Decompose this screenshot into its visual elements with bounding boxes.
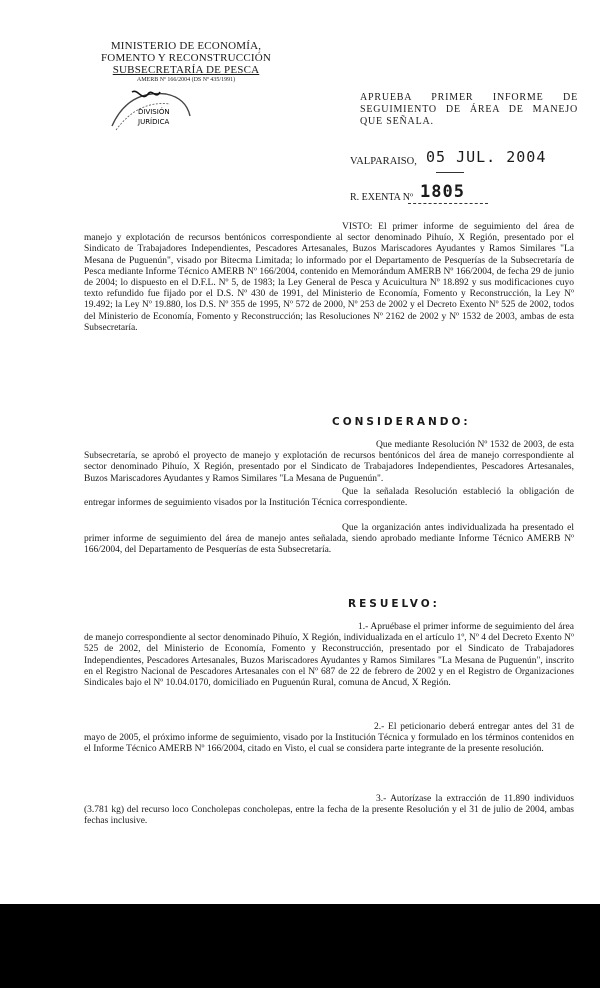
seal-line-2: JURÍDICA <box>138 118 170 126</box>
resuelvo-paragraph-2: 2.- El peticionario deberá entregar antes del 31 de mayo de 2005, el próximo informe de seguimiento, visado por la Institución Técnica y formulado en los términos contenidos en el Informe Técnico AMERB Nº 166/2004, citado en Visto, el cual se considera parte integrante de la presente resolución. <box>84 722 574 755</box>
visto-paragraph: VISTO: El primer informe de seguimiento del área de manejo y explotación de recursos bentónicos correspondiente al sector denominado Pihuío, X Región, presentado por el Sindicato de Trabajadores Independientes, Pescadores Artesanales, Buzos Mariscadores Ayudantes y Ramos Similares "La Mesana de Puguenún", visado por Bitecma Limitada; lo informado por el Departamento de Pesquerías de la Subsecretaría de Pesca mediante Informe Técnico AMERB Nº 166/2004, contenido en Memorándum AMERB Nº 166/2004, de fecha 29 de junio de 2004; lo dispuesto en el D.F.L. Nº 5, de 1983; la Ley General de Pesca y Acuicultura Nº 18.892 y sus modificaciones cuyo texto refundido fue fijado por el D.S. Nº 430 de 1991, del Ministerio de Economía, Fomento y Reconstrucción, la Ley Nº 19.492; la Ley Nº 19.880, los D.S. Nº 355 de 1995, Nº 572 de 2000, Nº 253 de 2002 y el Decreto Exento Nº 525 de 2002, todos del Ministerio de Economía, Fomento y Reconstrucción; las Resoluciones Nº 2162 de 2002 y Nº 1532 de 2003, ambas de esta Subsecretaría. <box>84 222 574 333</box>
resolution-number-line <box>408 203 488 204</box>
date-stamp: 05 JUL. 2004 <box>426 148 547 166</box>
date-underline <box>436 172 464 173</box>
subsecretariat-name: SUBSECRETARÍA DE PESCA <box>112 64 260 76</box>
resuelvo-paragraph-3: 3.- Autorízase la extracción de 11.890 individuos (3.781 kg) del recurso loco Concholepas concholepas, entre la fecha de la presente Resolución y el 31 de julio de 2004, ambas fechas inclusive. <box>84 794 574 827</box>
resolution-number-row <box>350 182 590 208</box>
place-date <box>350 148 590 178</box>
considerando-paragraph-3: Que la organización antes individualizada ha presentado el primer informe de seguimiento del área de manejo antes señalada, siendo aprobado mediante Informe Técnico AMERB Nº 166/2004, del Departamento de Pesquerías de esta Subsecretaría. <box>84 523 574 556</box>
considerando-paragraph-1: Que mediante Resolución Nº 1532 de 2003, de esta Subsecretaría, se aprobó el proyecto de manejo y explotación de recursos bentónicos del área de manejo correspondiente al sector denominado Pihuío, X Región, presentado por el Sindicato de Trabajadores Independientes, Pescadores Artesanales, Buzos Mariscadores Ayudantes y Ramos Similares "La Mesana de Puguenún". <box>84 440 574 484</box>
resuelvo-paragraph-1: 1.- Apruébase el primer informe de seguimiento del área de manejo correspondiente al sector denominado Pihuío, X Región, individualizada en el artículo 1º, Nº 4 del Decreto Exento Nº 525 de 2002, del Ministerio de Economía, Fomento y Reconstrucción, presentado por el Sindicato de Trabajadores Independientes, Pescadores Artesanales, Buzos Mariscadores Ayudantes y Ramos Similares "La Mesana de Puguenún", inscrito en el Registro Nacional de Pescadores Artesanales con el Nº 687 de 22 de febrero de 2002 y en el Registro de Organizaciones Sindicales bajo el Nº 10.04.0170, domiciliado en Puguenún Rural, comuna de Ancud, X Región. <box>84 622 574 689</box>
considerando-paragraph-2: Que la señalada Resolución estableció la obligación de entregar informes de seguimiento visados por la Institución Técnica correspondiente. <box>84 487 574 509</box>
resolution-label: R. EXENTA Nº <box>350 192 414 203</box>
ministry-subtitle: FOMENTO Y RECONSTRUCCIÓN <box>100 52 272 64</box>
letterhead-reference: AMERB Nº 166/2004 (DS Nº 435/1991) <box>136 77 236 83</box>
resuelvo-heading: RESUELVO: <box>348 598 440 610</box>
considerando-heading: CONSIDERANDO: <box>332 416 471 428</box>
resolution-subject: APRUEBA PRIMER INFORME DE SEGUIMIENTO DE ÁREA DE MANEJO QUE SEÑALA. <box>360 92 578 127</box>
official-seal-icon <box>108 86 192 136</box>
resolution-number: 1805 <box>420 182 465 202</box>
scan-bottom-band <box>0 904 600 988</box>
seal-line-1: DIVISIÓN <box>138 108 170 116</box>
ministry-name: MINISTERIO DE ECONOMÍA, <box>110 40 262 52</box>
city: VALPARAISO, <box>350 156 417 167</box>
letterhead <box>86 40 286 84</box>
